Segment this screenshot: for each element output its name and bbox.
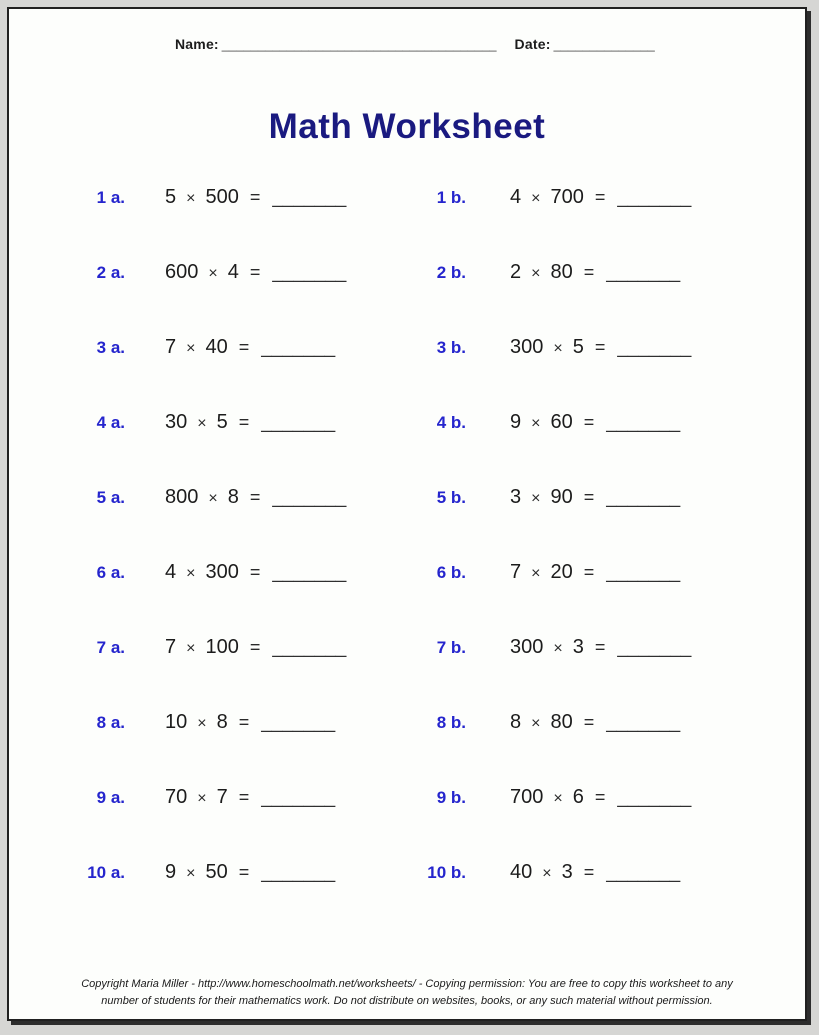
problem-a [9,861,409,884]
factor-2: 6 [572,786,584,808]
factor-2: 3 [561,861,573,883]
problem-a [9,486,409,509]
problem-a [9,186,409,209]
problem-a [9,561,409,584]
equation [510,561,680,584]
answer-blank: _______ [606,712,681,733]
equals-sign: = [583,562,595,582]
factor-1: 7 [165,636,177,658]
multiply-icon: × [553,790,563,807]
problem-label: 7 b. [436,638,466,657]
problem-row [9,235,805,310]
problem-a [9,636,409,659]
factor-2: 60 [550,411,573,433]
multiply-icon: × [542,865,552,882]
equation [510,261,680,284]
answer-blank: _______ [272,187,347,208]
factor-2: 100 [205,636,239,658]
equation [165,186,346,209]
problem-label: 4 a. [96,413,125,432]
name-date-line [175,36,655,53]
date-label: Date: [514,36,551,52]
factor-2: 500 [205,186,239,208]
problem-label: 1 a. [96,188,125,207]
problem-label: 8 a. [96,713,125,732]
problem-b [409,861,805,884]
equation [165,411,335,434]
problem-b [409,561,805,584]
factor-2: 50 [205,861,228,883]
factor-1: 30 [165,411,188,433]
equation [165,561,346,584]
factor-1: 3 [510,486,522,508]
equation [510,636,691,659]
multiply-icon: × [197,715,207,732]
factor-1: 8 [510,711,522,733]
factor-2: 300 [205,561,239,583]
equals-sign: = [594,337,606,357]
factor-2: 8 [227,486,239,508]
factor-2: 5 [572,336,584,358]
equals-sign: = [594,187,606,207]
factor-2: 3 [572,636,584,658]
problem-label: 5 a. [96,488,125,507]
factor-2: 4 [227,261,239,283]
problem-a [9,336,409,359]
equals-sign: = [238,337,250,357]
factor-1: 7 [510,561,522,583]
equals-sign: = [594,787,606,807]
problem-grid [9,160,805,910]
problem-b [409,186,805,209]
equation [165,636,346,659]
equation [165,711,335,734]
problem-row [9,685,805,760]
problem-row [9,760,805,835]
multiply-icon: × [197,790,207,807]
equals-sign: = [238,712,250,732]
multiply-icon: × [531,565,541,582]
multiply-icon: × [186,190,196,207]
answer-blank: _______ [617,187,692,208]
equation [165,786,335,809]
equals-sign: = [594,637,606,657]
multiply-icon: × [531,490,541,507]
problem-label: 3 a. [96,338,125,357]
answer-blank: _______ [606,262,681,283]
problem-label: 6 a. [96,563,125,582]
factor-1: 9 [165,861,177,883]
problem-row [9,835,805,910]
answer-blank: _______ [617,787,692,808]
multiply-icon: × [186,340,196,357]
equals-sign: = [583,862,595,882]
problem-b [409,486,805,509]
problem-label: 2 a. [96,263,125,282]
factor-1: 300 [510,636,544,658]
factor-2: 40 [205,336,228,358]
worksheet-page [7,7,807,1021]
equation [510,711,680,734]
problem-b [409,711,805,734]
problem-label: 5 b. [436,488,466,507]
equals-sign: = [583,712,595,732]
equals-sign: = [583,487,595,507]
factor-2: 90 [550,486,573,508]
name-label: Name: [175,36,219,52]
equals-sign: = [249,562,261,582]
equals-sign: = [238,787,250,807]
answer-blank: _______ [606,412,681,433]
problem-b [409,411,805,434]
multiply-icon: × [208,265,218,282]
problem-a [9,261,409,284]
factor-1: 5 [165,186,177,208]
equation [510,786,691,809]
multiply-icon: × [531,265,541,282]
factor-1: 4 [510,186,522,208]
answer-blank: _______ [261,862,336,883]
problem-label: 1 b. [436,188,466,207]
date-blank-line: ______________ [553,37,655,52]
equation [510,411,680,434]
problem-row [9,535,805,610]
equation [510,186,691,209]
multiply-icon: × [197,415,207,432]
answer-blank: _______ [261,712,336,733]
answer-blank: _______ [272,262,347,283]
factor-1: 700 [510,786,544,808]
factor-2: 80 [550,261,573,283]
answer-blank: _______ [272,637,347,658]
equation [165,486,346,509]
problem-row [9,310,805,385]
problem-row [9,160,805,235]
problem-label: 10 a. [87,863,125,882]
problem-label: 4 b. [436,413,466,432]
factor-2: 8 [216,711,228,733]
problem-a [9,411,409,434]
answer-blank: _______ [261,787,336,808]
multiply-icon: × [186,565,196,582]
factor-1: 2 [510,261,522,283]
equals-sign: = [238,862,250,882]
answer-blank: _______ [272,487,347,508]
copyright-line-1: Copyright Maria Miller - http://www.homeschoolmath.net/worksheets/ - Copying permission: You are free to copy this worksheet to any [81,978,733,990]
multiply-icon: × [186,640,196,657]
factor-2: 80 [550,711,573,733]
problem-label: 6 b. [436,563,466,582]
problem-row [9,610,805,685]
problem-label: 8 b. [436,713,466,732]
answer-blank: _______ [606,487,681,508]
factor-2: 20 [550,561,573,583]
problem-b [409,636,805,659]
problem-row [9,385,805,460]
answer-blank: _______ [606,862,681,883]
equation [165,336,335,359]
name-blank-line: ______________________________________ [221,37,497,52]
problem-label: 9 b. [436,788,466,807]
factor-1: 9 [510,411,522,433]
multiply-icon: × [531,190,541,207]
equals-sign: = [583,412,595,432]
problem-b [409,261,805,284]
multiply-icon: × [531,415,541,432]
equation [510,861,680,884]
problem-a [9,711,409,734]
factor-1: 600 [165,261,199,283]
factor-1: 10 [165,711,188,733]
factor-2: 5 [216,411,228,433]
multiply-icon: × [553,340,563,357]
factor-1: 7 [165,336,177,358]
answer-blank: _______ [606,562,681,583]
worksheet-title: Math Worksheet [268,107,546,146]
factor-1: 40 [510,861,533,883]
factor-1: 300 [510,336,544,358]
copyright-line-2: number of students for their mathematics work. Do not distribute on websites, books, or any such material without permission. [101,995,713,1007]
answer-blank: _______ [261,337,336,358]
multiply-icon: × [531,715,541,732]
factor-1: 4 [165,561,177,583]
problem-label: 7 a. [96,638,125,657]
problem-label: 9 a. [96,788,125,807]
equation [510,486,680,509]
equation [165,261,346,284]
equation [510,336,691,359]
equals-sign: = [249,262,261,282]
equals-sign: = [249,187,261,207]
problem-row [9,460,805,535]
problem-label: 10 b. [427,863,466,882]
answer-blank: _______ [261,412,336,433]
factor-1: 70 [165,786,188,808]
copyright-footer [9,976,805,1010]
equals-sign: = [583,262,595,282]
problem-b [409,336,805,359]
answer-blank: _______ [617,637,692,658]
factor-2: 7 [216,786,228,808]
answer-blank: _______ [617,337,692,358]
problem-b [409,786,805,809]
problem-label: 2 b. [436,263,466,282]
equation [165,861,335,884]
answer-blank: _______ [272,562,347,583]
problem-a [9,786,409,809]
factor-1: 800 [165,486,199,508]
problem-label: 3 b. [436,338,466,357]
multiply-icon: × [186,865,196,882]
multiply-icon: × [553,640,563,657]
equals-sign: = [249,637,261,657]
equals-sign: = [249,487,261,507]
equals-sign: = [238,412,250,432]
factor-2: 700 [550,186,584,208]
multiply-icon: × [208,490,218,507]
